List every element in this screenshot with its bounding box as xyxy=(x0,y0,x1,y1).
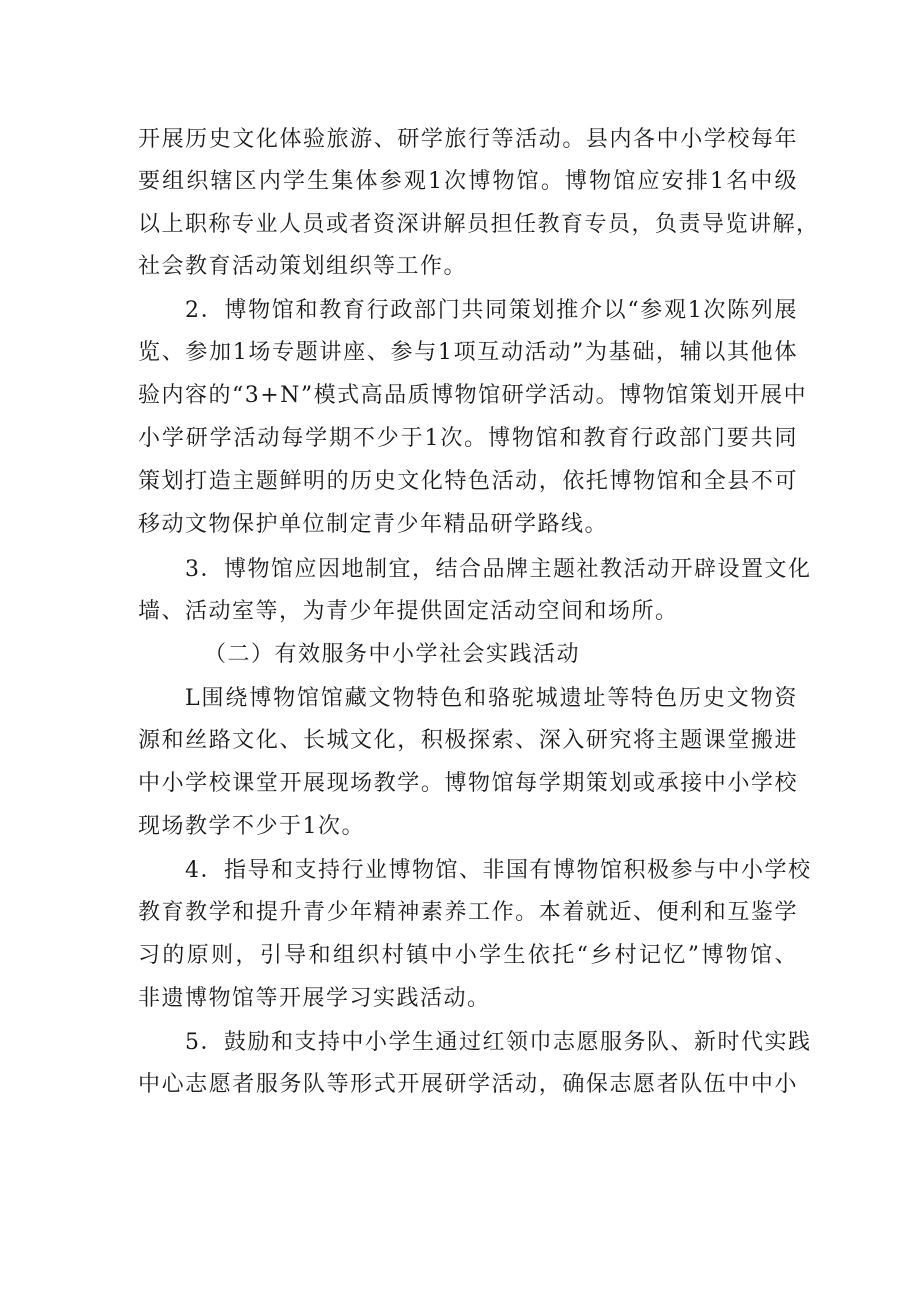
text-line: 策划打造主题鲜明的历史文化特色活动，依托博物馆和全县不可 xyxy=(138,469,798,494)
text-line: 览、参加1场专题讲座、参与1项互动活动”为基础，辅以其他体 xyxy=(138,340,798,365)
text-line: L围绕博物馆馆藏文物特色和骆驼城遗址等特色历史文物资 xyxy=(185,686,798,711)
text-line: 验内容的“3+N”模式高品质博物馆研学活动。博物馆策划开展中 xyxy=(138,383,808,408)
text-line: 中心志愿者服务队等形式开展研学活动，确保志愿者队伍中中小 xyxy=(138,1072,798,1097)
text-line: 小学研学活动每学期不少于1次。博物馆和教育行政部门要共同 xyxy=(138,426,798,451)
text-line: 2．博物馆和教育行政部门共同策划推介以“参观1次陈列展 xyxy=(185,298,798,323)
text-line: 中小学校课堂开展现场教学。博物馆每学期策划或承接中小学校 xyxy=(138,771,798,796)
text-line: 现场教学不少于1次。 xyxy=(138,814,365,839)
text-line: 源和丝路文化、长城文化，积极探索、深入研究将主题课堂搬进 xyxy=(138,728,798,753)
text-line: 3．博物馆应因地制宜，结合品牌主题社教活动开辟设置文化 xyxy=(185,557,812,582)
text-line: 社会教育活动策划组织等工作。 xyxy=(138,254,468,279)
text-line: 非遗博物馆等开展学习实践活动。 xyxy=(138,986,491,1011)
text-line: 习的原则，引导和组织村镇中小学生依托“乡村记忆”博物馆、 xyxy=(138,943,798,968)
section-heading: （二）有效服务中小学社会实践活动 xyxy=(204,642,581,667)
text-line: 移动文物保护单位制定青少年精品研学路线。 xyxy=(138,512,609,537)
text-line: 教育教学和提升青少年精神素养工作。本着就近、便利和互鉴学 xyxy=(138,900,798,925)
text-line: 以上职称专业人员或者资深讲解员担任教育专员，负责导览讲解， xyxy=(138,212,820,237)
text-line: 4．指导和支持行业博物馆、非国有博物馆积极参与中小学校 xyxy=(185,858,812,883)
text-line: 墙、活动室等，为青少年提供固定活动空间和场所。 xyxy=(138,599,679,624)
text-line: 5．鼓励和支持中小学生通过红领巾志愿服务队、新时代实践 xyxy=(185,1030,812,1055)
text-line: 要组织辖区内学生集体参观1次博物馆。博物馆应安排1名中级 xyxy=(138,169,798,194)
text-line: 开展历史文化体验旅游、研学旅行等活动。县内各中小学校每年 xyxy=(138,127,798,152)
